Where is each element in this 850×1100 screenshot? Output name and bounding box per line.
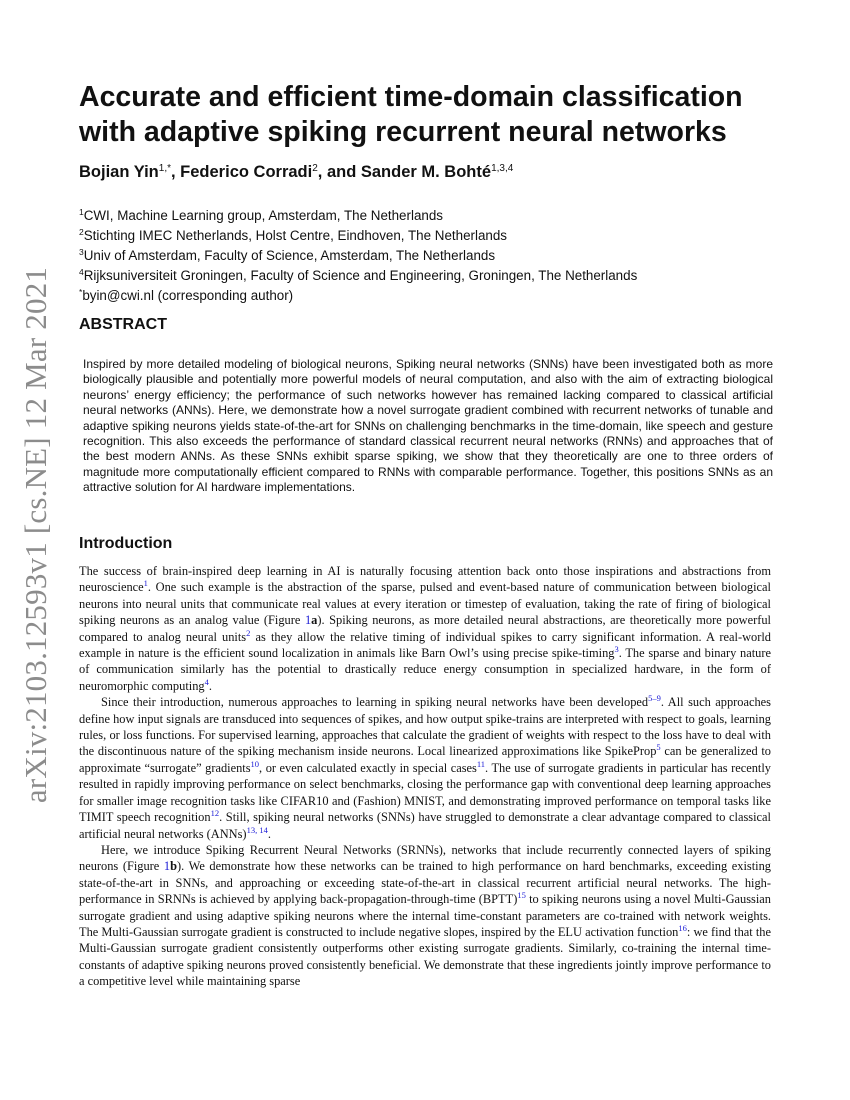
text-run: Here, we introduce Spiking Recurrent Neural Networks (SRNNs), networks that include recurrently connected layers of spiking neurons (Figure [79, 842, 771, 874]
text-run: : we find that the Multi-Gaussian surrogate gradient consistently outperforms other existing surrogate gradients. Similarly, co-training the internal time-constants of adaptive spiking neurons proved consistently beneficial. We demonstrate that these ingredients jointly improve performance to a competitive level while maintaining sparse [79, 924, 771, 989]
citation-link[interactable]: 5 [656, 742, 661, 753]
arxiv-identifier: arXiv:2103.12593v1 [cs.NE] 12 Mar 2021 [18, 266, 53, 804]
text-run: Since their introduction, numerous approaches to learning in spiking neural networks have been developed [101, 695, 649, 710]
text-run: . Still, spiking neural networks (SNNs) have struggled to demonstrate a clear advantage compared to classical artificial neural networks (ANNs) [79, 810, 771, 841]
affiliation-item [79, 224, 637, 244]
text-run: . [208, 678, 212, 693]
affiliation-mark: 3 [79, 247, 84, 257]
paper-title [79, 80, 799, 150]
affiliation-item [79, 204, 637, 224]
author-name: Bojian Yin [79, 163, 159, 181]
citation-link[interactable]: 3 [614, 644, 619, 655]
citation-link[interactable]: 5–9 [648, 693, 661, 704]
author-list [79, 163, 513, 182]
citation-link[interactable]: 16 [678, 922, 687, 933]
affiliation-mark: 1 [79, 207, 84, 217]
figure-panel-label: b [170, 859, 178, 874]
author-name: Sander M. Bohté [360, 163, 492, 181]
abstract-text: Inspired by more detailed modeling of biological neurons, Spiking neural networks (SNNs) have been investigated both as more biologically plausible and potentially more powerful models of neural computation, and also with the aim of extracting biological neurons’ energy efficiency; the performance of such networks however has remained lacking compared to classical artificial neural networks (ANNs). Here, we demonstrate how a novel surrogate gradient combined with recurrent networks of tunable and adaptive spiking neurons yields state-of-the-art for SNNs on challenging benchmarks in the time-domain, like speech and gesture recognition. This also exceeds the performance of standard classical recurrent neural networks (RNNs) and approaches that of the best modern ANNs. As these SNNs exhibit sparse spiking, we show that they theoretically are one to three orders of magnitude more computationally efficient compared to RNNs with comparable performance. Together, this positions SNNs as an attractive solution for AI hardware implementations. [83, 357, 773, 495]
affiliation-text: Univ of Amsterdam, Faculty of Science, Amsterdam, The Netherlands [83, 248, 496, 263]
author-affiliation-mark: 1,3,4 [491, 163, 514, 174]
abstract-heading: ABSTRACT [79, 316, 167, 333]
intro-paragraph [79, 694, 771, 842]
citation-link[interactable]: 12 [210, 808, 220, 819]
text-run: . [267, 826, 271, 841]
affiliation-text: Stichting IMEC Netherlands, Holst Centre, Eindhoven, The Netherlands [83, 228, 507, 243]
intro-paragraph [79, 842, 771, 990]
figure-panel-label: a [311, 613, 318, 628]
text-run: . The use of surrogate gradients in particular has recently resulted in rapidly improving performance on select benchmarks, closing the performance gap with conventional deep learning approaches for smaller image recognition tasks like CIFAR10 and (Fashion) MNIST, and demonstrating improved performance on temporal tasks like TIMIT speech recognition [79, 760, 771, 825]
affiliation-mark: * [79, 287, 83, 297]
affiliation-text: Rijksuniversiteit Groningen, Faculty of Science and Engineering, Groningen, The Netherlands [83, 268, 638, 283]
affiliation-mark: 4 [79, 267, 84, 277]
citation-link[interactable]: 15 [517, 890, 526, 901]
introduction-body [79, 563, 771, 990]
text-run: to spiking neurons using a novel Multi-Gaussian surrogate gradient and using adaptive spiking neurons where the internal time-constant parameters are co-trained with network weights. The Multi-Gaussian surrogate gradient is constructed to include negative slopes, inspired by the ELU activation function [79, 892, 771, 939]
text-run: as they allow the relative timing of individual spikes to carry significant information. A real-world example in nature is the efficient sound localization in animals like Barn Owl’s using precise spike-timing [79, 629, 772, 661]
citation-link[interactable]: 4 [204, 676, 209, 687]
citation-link[interactable]: 11 [476, 758, 486, 769]
affiliation-text: byin@cwi.nl (corresponding author) [82, 288, 294, 303]
text-run: ). Spiking neurons, as more detailed neural abstractions, are theoretically more powerful compared to analog neural units [79, 613, 771, 644]
citation-link[interactable]: 10 [250, 758, 260, 769]
figure-ref-link[interactable]: 1 [163, 859, 171, 874]
affiliation-item [79, 264, 637, 284]
figure-ref-link[interactable]: 1 [304, 613, 312, 628]
author-affiliation-mark: 2 [312, 163, 318, 174]
affiliation-text: CWI, Machine Learning group, Amsterdam, The Netherlands [83, 208, 443, 223]
author-separator: , [171, 163, 181, 181]
text-run: . The sparse and binary nature of communication similarly has the potential to drastically reduce energy consumption in specialized hardware, in the form of neuromorphic computing [79, 646, 771, 693]
author-affiliation-mark: 1,* [158, 163, 171, 174]
title-line-1: Accurate and efficient time-domain classification [79, 81, 743, 113]
citation-link[interactable]: 13, 14 [246, 824, 268, 835]
text-run: The success of brain-inspired deep learning in AI is naturally focusing attention back onto those inspirations and abstractions from neuroscience [79, 564, 771, 595]
text-run: ). We demonstrate how these networks can be trained to high performance on hard benchmarks, exceeding existing state-of-the-art in SNNs, and approaching or exceeding state-of-the-art in classical recurrent artificial neural networks. The high-performance in SRNNs is achieved by applying back-propagation-through-time (BPTT) [79, 859, 771, 907]
text-run: . All such approaches define how input signals are transduced into sequences of spikes, and how output spike-trains are interpreted with respect to goals, learning rules, or loss functions. For supervised learning, approaches that calculate the gradient of weights with respect to the loss have to deal with the discontinuous nature of the spiking mechanism inside neurons. Local linearized approximations like SpikeProp [79, 695, 771, 759]
affiliation-list [79, 204, 637, 304]
author-separator: , and [317, 163, 361, 181]
introduction-heading: Introduction [79, 535, 173, 552]
affiliation-item [79, 284, 637, 304]
text-run: , or even calculated exactly in special cases [259, 760, 477, 775]
citation-link[interactable]: 1 [143, 578, 148, 589]
arxiv-sidebar-stamp [16, 266, 56, 804]
citation-link[interactable]: 2 [246, 627, 251, 638]
text-run: . One such example is the abstraction of the sparse, pulsed and event-based nature of communication between biological neurons into neural units that communicate real values at every iteration or timestep of evaluation, taking the rate of firing of biological spiking neurons as an analog value (Figure [79, 580, 771, 628]
text-run: can be generalized to approximate “surrogate” gradients [79, 744, 771, 775]
author-name: Federico Corradi [180, 163, 313, 181]
title-line-2: with adaptive spiking recurrent neural networks [79, 116, 727, 148]
intro-paragraph [79, 563, 771, 694]
affiliation-item [79, 244, 637, 264]
affiliation-mark: 2 [79, 227, 84, 237]
